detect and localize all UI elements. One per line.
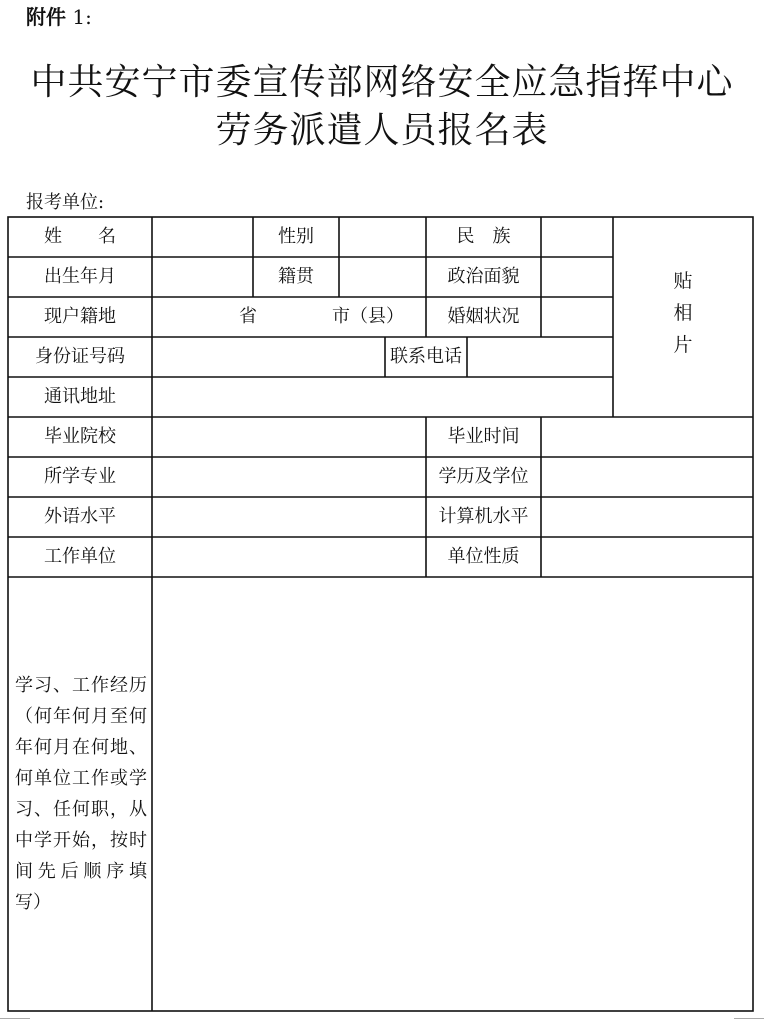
residence-label: 现户籍地 [44, 306, 116, 327]
work-unit-label: 工作单位 [44, 546, 116, 567]
page-edge-left [0, 1018, 30, 1019]
photo-placeholder [614, 265, 752, 361]
political-status-label: 政治面貌 [447, 266, 520, 287]
form-title-line1: 中共安宁市委宣传部网络安全应急指挥中心 [30, 62, 734, 103]
ethnicity-label: 民 族 [456, 226, 511, 247]
school-label: 毕业院校 [44, 426, 116, 447]
form-title-line2: 劳务派遣人员报名表 [215, 110, 549, 151]
degree-label: 学历及学位 [438, 466, 529, 487]
marital-status-label: 婚姻状况 [447, 306, 520, 327]
address-label: 通讯地址 [44, 386, 116, 407]
unit-nature-label: 单位性质 [447, 546, 520, 567]
id-number-label: 身份证号码 [35, 346, 125, 367]
applying-unit-label: 报考单位: [26, 192, 105, 213]
name-label: 姓 名 [44, 226, 116, 247]
city-county-label: 市（县） [332, 306, 404, 327]
page-edge-right [734, 1018, 764, 1019]
photo-text-2: 相 [673, 302, 693, 324]
native-place-label: 籍贯 [278, 266, 314, 287]
photo-text-1: 贴 [673, 270, 693, 292]
phone-label: 联系电话 [390, 346, 462, 367]
photo-text-3: 片 [673, 334, 693, 356]
language-level-label: 外语水平 [44, 506, 116, 527]
gender-label: 性别 [278, 226, 314, 247]
major-label: 所学专业 [44, 466, 116, 487]
birth-label: 出生年月 [44, 266, 116, 287]
province-label: 省 [239, 306, 257, 327]
computer-level-label: 计算机水平 [438, 506, 529, 527]
graduation-time-label: 毕业时间 [447, 426, 520, 447]
attachment-label: 附件 1: [26, 5, 92, 29]
resume-label: 学习、工作经历（何年何月至何年何月在何地、何单位工作或学习、任何职，从中学开始，按时间先后顺序填写） [15, 675, 147, 913]
